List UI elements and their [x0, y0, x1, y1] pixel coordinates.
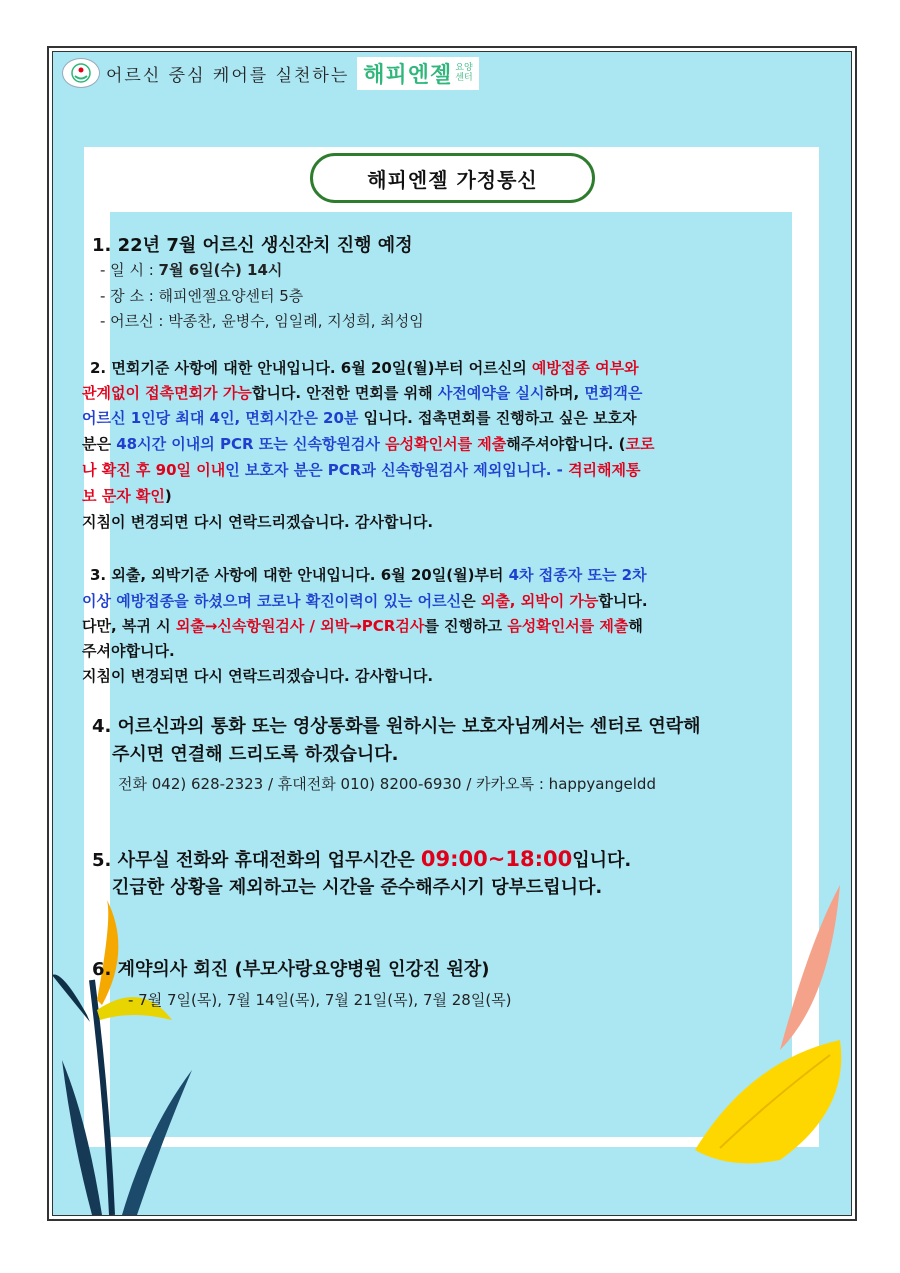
section2-line6: [82, 484, 172, 508]
highlight-red: 격리해제통: [568, 461, 641, 479]
section6-dates: - 7월 7일(목), 7월 14일(목), 7월 21일(목), 7월 28일(목): [128, 991, 512, 1009]
text-span: 입니다.: [572, 850, 632, 871]
section3-line4: 주셔야합니다.: [82, 642, 175, 660]
highlight-red: 음성확인서를 제출: [507, 617, 629, 635]
section3-line2: [82, 589, 648, 613]
highlight-red: 예방접종 여부와: [531, 359, 639, 377]
section6-heading: 6. 계약의사 회진 (부모사랑요양병원 인강진 원장): [92, 959, 490, 980]
section1-place-row: [100, 285, 303, 306]
text-span: 입니다. 접촉면회를 진행하고 싶은 보호자: [358, 409, 637, 427]
section5-line1: [92, 845, 631, 875]
text-span: 합니다. 안전한 면회를 위해: [251, 384, 438, 402]
tagline: 어르신 중심 케어를 실천하는: [106, 65, 350, 86]
section1-date-row: [100, 259, 282, 280]
highlight-red: 관계없이 접촉면회가 가능: [82, 384, 252, 402]
brand-name: 해피엔젤: [363, 62, 453, 88]
text-span: 다만, 복귀 시: [82, 617, 176, 635]
section2-line4: [82, 432, 654, 456]
text-span: 합니다.: [598, 592, 648, 610]
text-span: 해: [628, 617, 643, 635]
text-span: 2. 면회기준 사항에 대한 안내입니다. 6월 20일(월)부터 어르신의: [90, 359, 532, 377]
business-hours: 09:00~18:00: [420, 847, 573, 871]
text-span: 은: [461, 592, 481, 610]
section2-line3: [82, 406, 637, 430]
text-span: 하며,: [544, 384, 585, 402]
section4-line2: 주시면 연결해 드리도록 하겠습니다.: [112, 744, 399, 765]
highlight-blue: 인 보호자 분은 PCR과 신속항원검사 제외입니다. -: [225, 461, 569, 479]
date-value: 7월 6일(수) 14시: [158, 261, 283, 279]
section3-line5: 지침이 변경되면 다시 연락드리겠습니다. 감사합니다.: [82, 667, 434, 685]
section4-line1: 4. 어르신과의 통화 또는 영상통화를 원하시는 보호자님께서는 센터로 연락해: [92, 716, 701, 737]
section3-line3: [82, 614, 643, 638]
highlight-red: 외출→신속항원검사 / 외박→PCR검사: [175, 617, 425, 635]
highlight-blue: 사전예약을 실시: [437, 384, 545, 402]
section2-line1: [90, 356, 639, 380]
text-span: 3. 외출, 외박기준 사항에 대한 안내입니다. 6월 20일(월)부터: [90, 566, 509, 584]
highlight-red: 나 확진 후 90일 이내: [82, 461, 226, 479]
people-label: - 어르신 :: [100, 312, 164, 330]
highlight-blue: 4차 접종자 또는 2차: [508, 566, 647, 584]
page-title: 해피엔젤 가정통신: [367, 167, 538, 192]
text-span: 해주셔야합니다. (: [506, 435, 626, 453]
section1-heading: 1. 22년 7월 어르신 생신잔치 진행 예정: [92, 235, 413, 256]
highlight-red: 음성확인서를 제출: [385, 435, 507, 453]
highlight-blue: 어르신 1인당 최대 4인, 면회시간은 20분: [82, 409, 359, 427]
highlight-red: 외출, 외박이 가능: [480, 592, 599, 610]
date-label: - 일 시 :: [100, 261, 154, 279]
text-span: 를 진행하고: [424, 617, 508, 635]
section1-people-row: [100, 310, 424, 331]
section3-line1: [90, 563, 647, 587]
section2-line7: 지침이 변경되면 다시 연락드리겠습니다. 감사합니다.: [82, 513, 434, 531]
section2-line5: [82, 458, 641, 482]
brand-subtitle: 요양센터: [455, 63, 473, 83]
highlight-blue: 면회객은: [584, 384, 643, 402]
highlight-blue: 48시간 이내의 PCR 또는 신속항원검사: [116, 435, 386, 453]
section5-line2: 긴급한 상황을 제외하고는 시간을 준수해주시기 당부드립니다.: [112, 877, 603, 898]
highlight-red: 보 문자 확인: [82, 487, 165, 505]
highlight-red: 코로: [625, 435, 655, 453]
text-span: 분은: [82, 435, 117, 453]
place-value: 해피엔젤요양센터 5층: [158, 287, 304, 305]
text-span: 5. 사무실 전화와 휴대전화의 업무시간은: [92, 850, 421, 871]
section2-line2: [82, 381, 642, 405]
contact-info: 전화 042) 628-2323 / 휴대전화 010) 8200-6930 / 카카오톡 : happyangeldd: [118, 775, 656, 793]
text-span: ): [164, 487, 172, 505]
place-label: - 장 소 :: [100, 287, 154, 305]
highlight-blue: 이상 예방접종을 하셨으며 코로나 확진이력이 있는 어르신: [82, 592, 462, 610]
people-value: 박종찬, 윤병수, 임일례, 지성희, 최성임: [168, 312, 424, 330]
